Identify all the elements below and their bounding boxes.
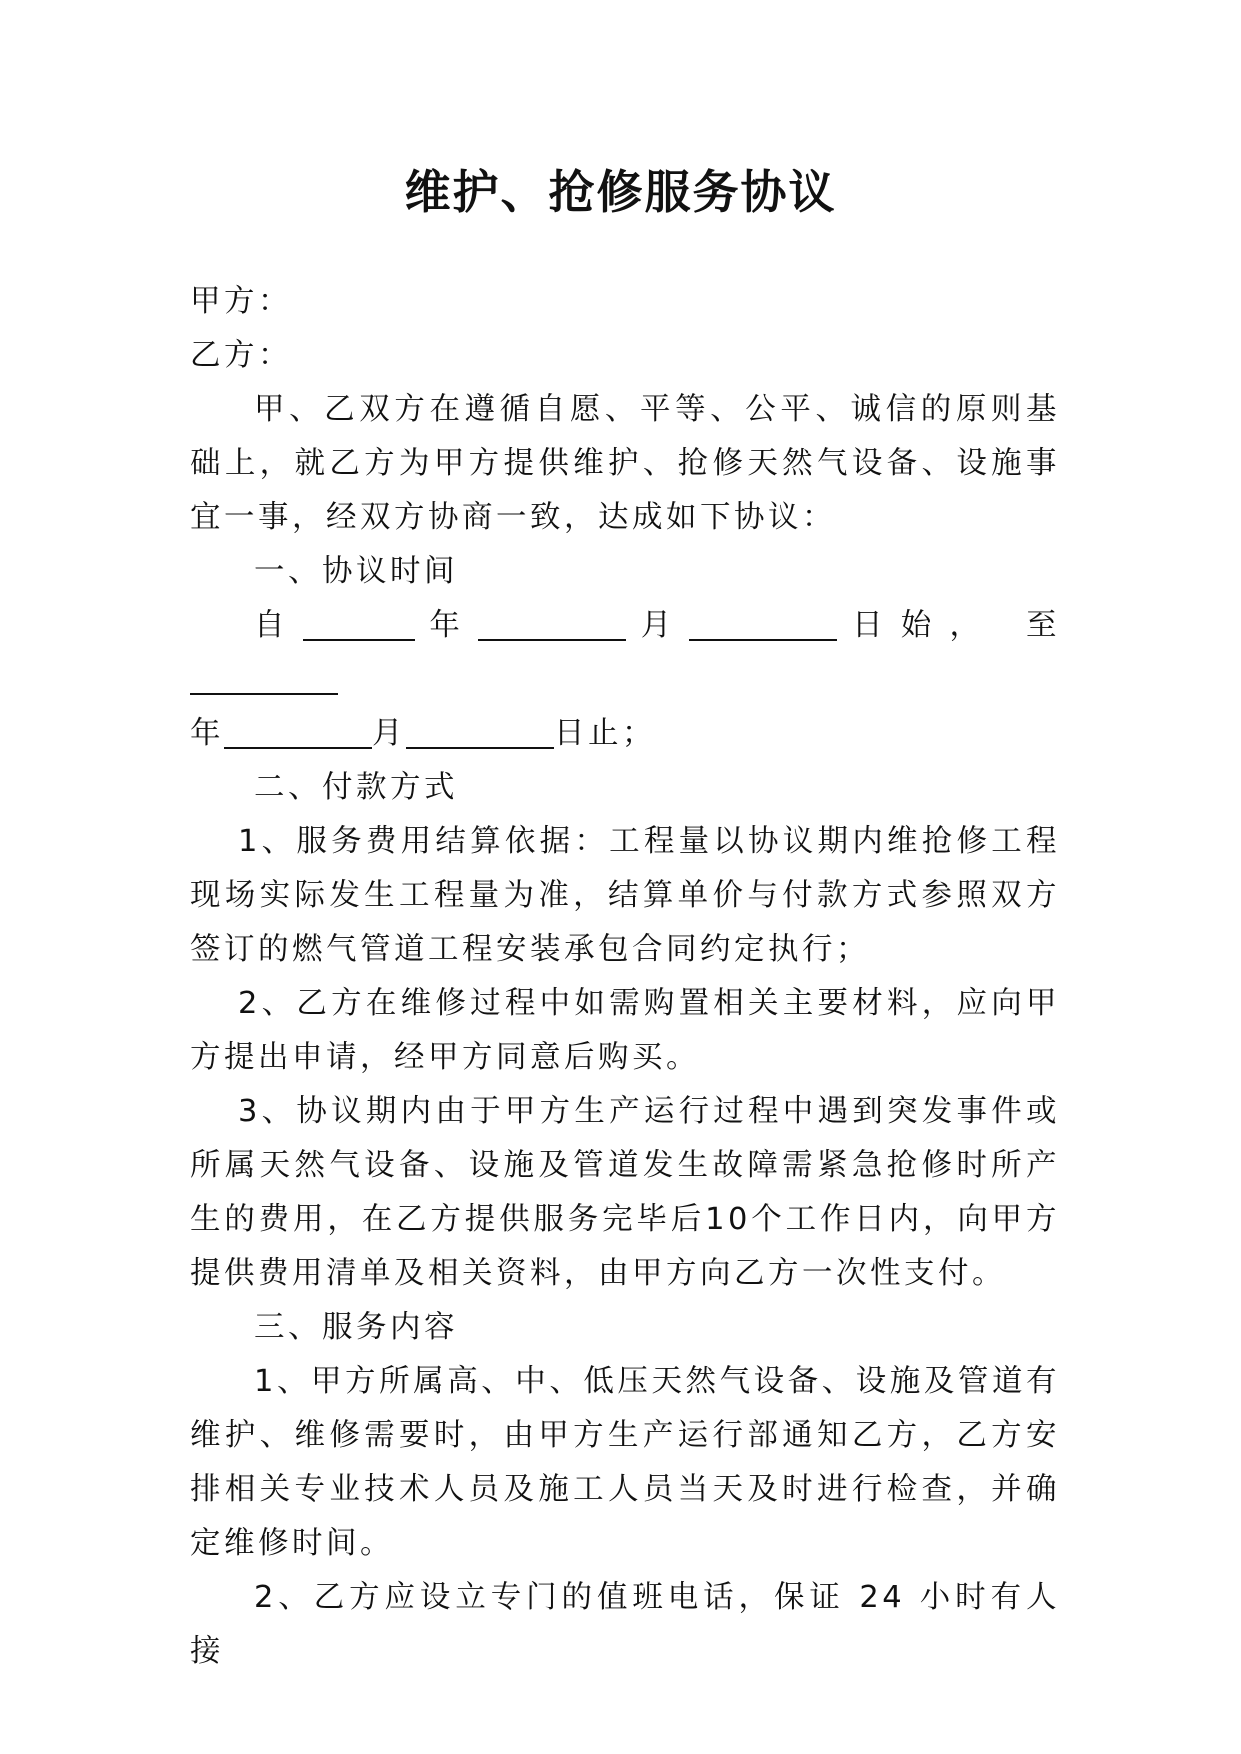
date-from-label: 自 xyxy=(254,608,303,643)
section-3-item-1: 1、甲方所属高、中、低压天然气设备、设施及管道有维护、维修需要时，由甲方生产运行部通知乙方，乙方安排相关专业技术人员及施工人员当天及时进行检查，并确定维修时间。 xyxy=(190,1364,1060,1561)
end-year-blank xyxy=(190,657,338,695)
date-to-label: 至 xyxy=(1026,608,1060,643)
section-2-item-3: 3、协议期内由于甲方生产运行过程中遇到突发事件或所属天然气设备、设施及管道发生故障需紧急抢修时所产生的费用，在乙方提供服务完毕后10个工作日内，向甲方提供费用清单及相关资料，由甲方向乙方一次性支付。 xyxy=(190,1094,1060,1291)
start-month-blank xyxy=(478,603,626,641)
section-3-item-2: 2、乙方应设立专门的值班电话，保证 24 小时有人接 xyxy=(190,1580,1060,1669)
date-year-label: 年 xyxy=(414,608,479,643)
date-day-start-label: 日始， xyxy=(837,608,999,643)
section-3-heading: 三、服务内容 xyxy=(254,1310,458,1345)
document-title: 维护、抢修服务协议 xyxy=(404,165,837,219)
section-2-item-2: 2、乙方在维修过程中如需购置相关主要材料，应向甲方提出申请，经甲方同意后购买。 xyxy=(190,986,1060,1075)
start-day-blank xyxy=(689,603,837,641)
party-a-line: 甲方： xyxy=(190,284,292,319)
date-month-label: 月 xyxy=(626,608,690,643)
agreement-period-line-2 xyxy=(190,707,1060,761)
party-b-line: 乙方： xyxy=(190,338,292,373)
end-day-blank xyxy=(406,711,554,749)
section-1-heading: 一、协议时间 xyxy=(254,554,458,589)
end-month-blank xyxy=(224,711,372,749)
section-2-item-1: 1、服务费用结算依据：工程量以协议期内维抢修工程现场实际发生工程量为准，结算单价与付款方式参照双方签订的燃气管道工程安装承包合同约定执行； xyxy=(190,824,1060,967)
agreement-period-line xyxy=(190,599,1060,707)
document-body xyxy=(190,275,1060,1679)
date-day-end-label: 日止； xyxy=(554,716,656,751)
intro-paragraph: 甲、乙双方在遵循自愿、平等、公平、诚信的原则基础上，就乙方为甲方提供维护、抢修天然气设备、设施事宜一事，经双方协商一致，达成如下协议： xyxy=(190,392,1060,535)
date-year-label-2: 年 xyxy=(190,716,224,751)
start-year-blank xyxy=(303,603,415,641)
section-2-heading: 二、付款方式 xyxy=(254,770,458,805)
date-month-label-2: 月 xyxy=(372,716,406,751)
